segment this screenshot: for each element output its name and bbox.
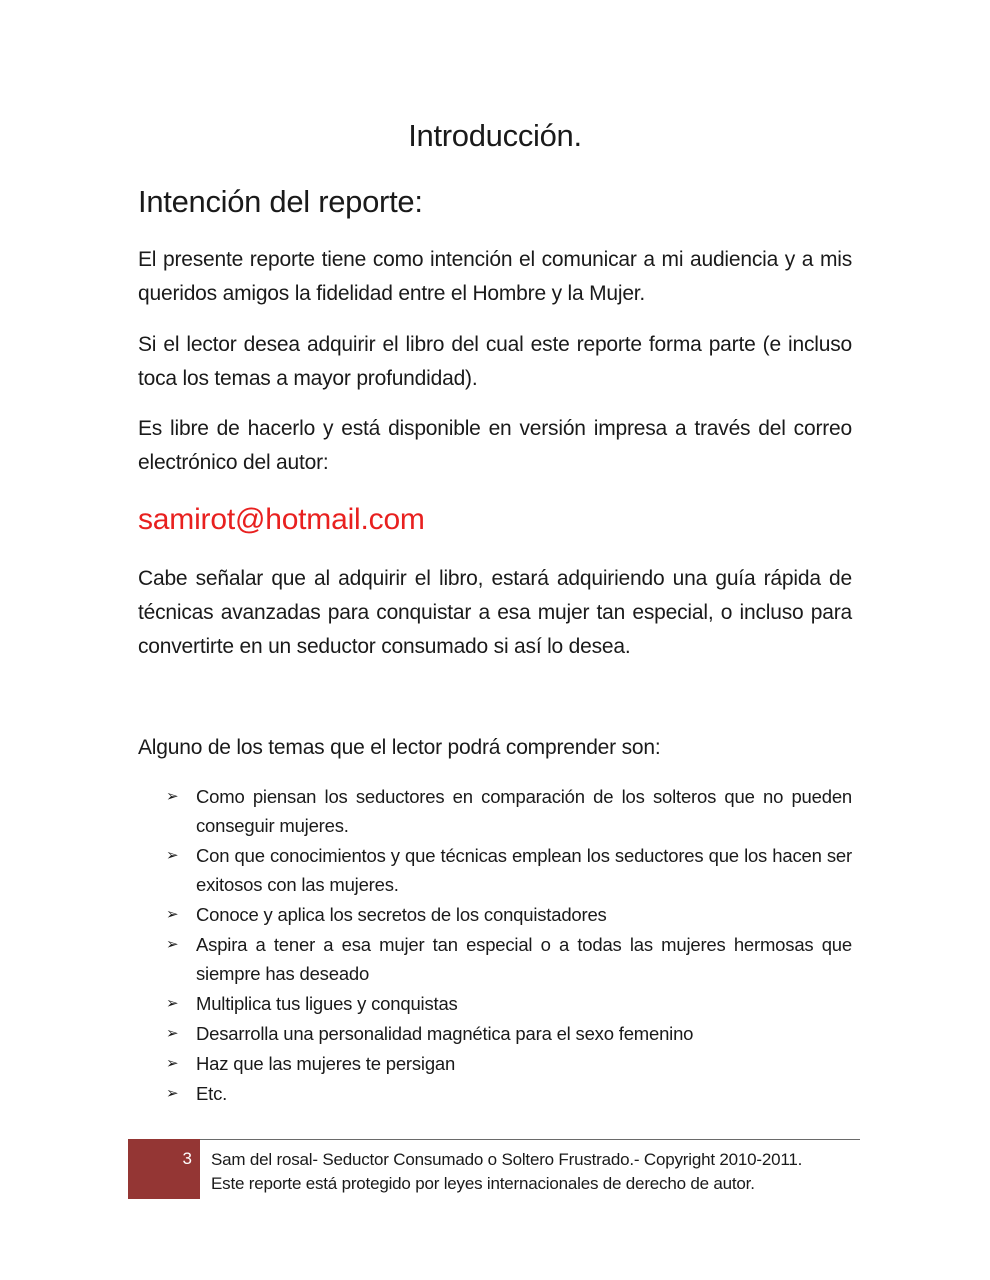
arrowhead-bullet-icon: ➢ [166, 995, 179, 1012]
page-number: 3 [182, 1149, 192, 1168]
guide-paragraph: Cabe señalar que al adquirir el libro, estará adquiriendo una guía rápida de técnicas avanzadas para conquistar a esa mujer tan especial, o incluso para convertirte en un seductor consumado si así lo desea. [138, 567, 852, 658]
list-item-text: Conoce y aplica los secretos de los conquistadores [196, 904, 607, 925]
author-email-link[interactable]: samirot@hotmail.com [138, 503, 425, 536]
list-item [166, 1049, 852, 1078]
availability-paragraph: Es libre de hacerlo y está disponible en versión impresa a través del correo electrónico del autor: [138, 417, 852, 474]
list-item [166, 1019, 852, 1048]
arrowhead-bullet-icon: ➢ [166, 1025, 179, 1042]
footer-divider [200, 1139, 860, 1140]
list-item [166, 841, 852, 899]
arrowhead-bullet-icon: ➢ [166, 906, 179, 923]
page-number-block [128, 1139, 200, 1199]
page-title: Introducción. [408, 118, 582, 153]
list-item-text: Como piensan los seductores en comparación de los solteros que no pueden conseguir mujeres. [196, 786, 852, 836]
footer-line-1: Sam del rosal- Seductor Consumado o Soltero Frustrado.- Copyright 2010-2011. [211, 1150, 803, 1169]
arrowhead-bullet-icon: ➢ [166, 936, 179, 953]
section-heading: Intención del reporte: [138, 184, 423, 219]
list-item-text: Con que conocimientos y que técnicas emplean los seductores que los hacen ser exitosos con las mujeres. [196, 845, 852, 895]
arrowhead-bullet-icon: ➢ [166, 788, 179, 805]
list-item [166, 989, 852, 1018]
arrowhead-bullet-icon: ➢ [166, 847, 179, 864]
list-item [166, 1079, 852, 1108]
footer-line-2: Este reporte está protegido por leyes internacionales de derecho de autor. [211, 1174, 755, 1193]
list-item-text: Desarrolla una personalidad magnética para el sexo femenino [196, 1023, 694, 1044]
footer-copyright [211, 1148, 861, 1196]
book-paragraph: Si el lector desea adquirir el libro del cual este reporte forma parte (e incluso toca los temas a mayor profundidad). [138, 333, 852, 390]
arrowhead-bullet-icon: ➢ [166, 1055, 179, 1072]
list-item-text: Aspira a tener a esa mujer tan especial o a todas las mujeres hermosas que siempre has deseado [196, 934, 852, 984]
list-item [166, 782, 852, 840]
topics-list [166, 782, 852, 1109]
list-item-text: Haz que las mujeres te persigan [196, 1053, 456, 1074]
list-item [166, 900, 852, 929]
list-item-text: Multiplica tus ligues y conquistas [196, 993, 458, 1014]
list-item [166, 930, 852, 988]
intro-paragraph: El presente reporte tiene como intención el comunicar a mi audiencia y a mis queridos amigos la fidelidad entre el Hombre y la Mujer. [138, 248, 852, 305]
list-item-text: Etc. [196, 1083, 228, 1104]
topics-intro-paragraph: Alguno de los temas que el lector podrá comprender son: [138, 736, 661, 759]
arrowhead-bullet-icon: ➢ [166, 1085, 179, 1102]
